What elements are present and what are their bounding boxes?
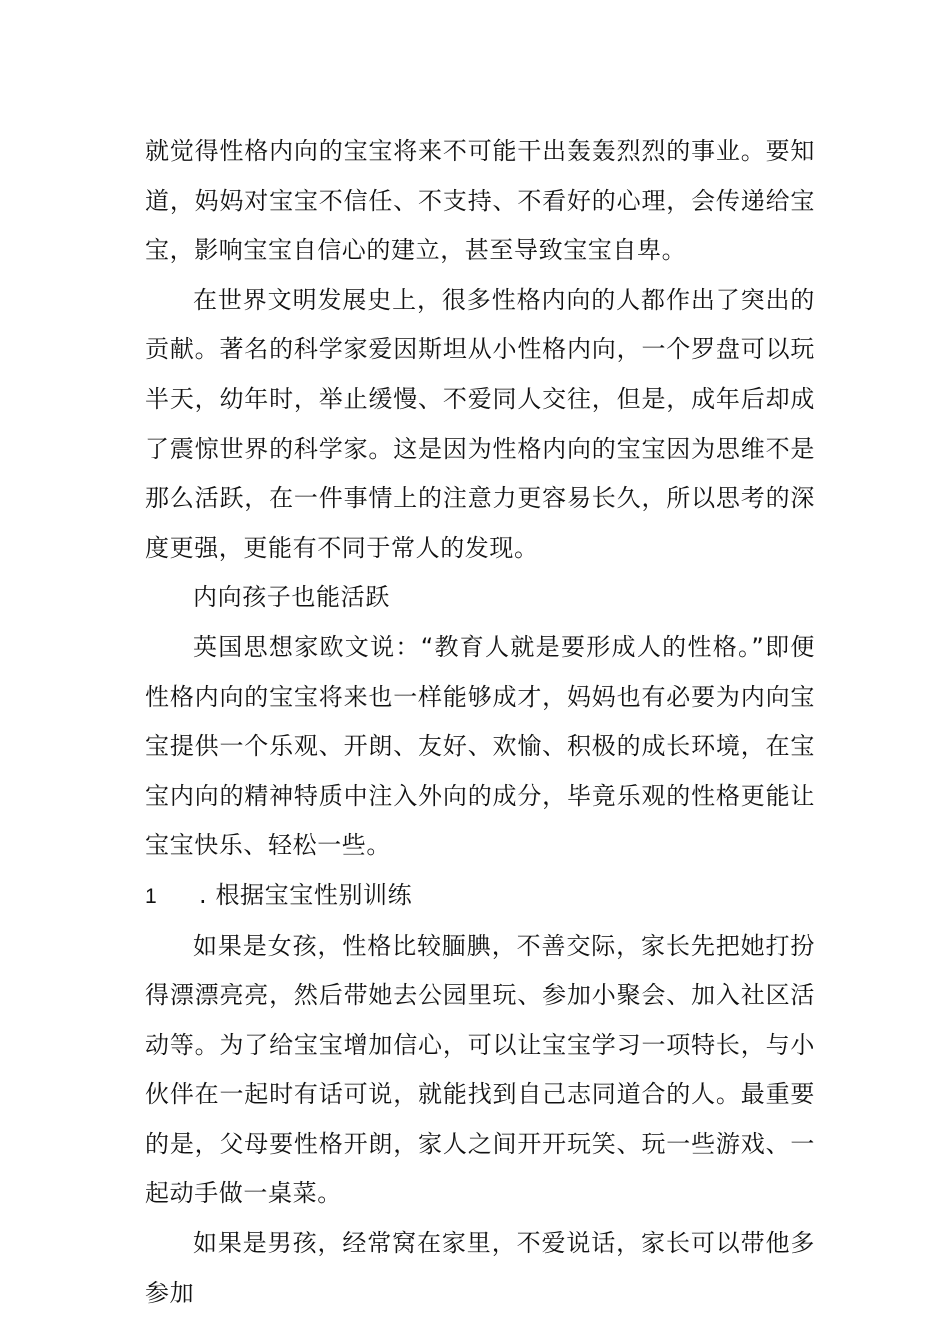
document-body: [145, 127, 815, 1318]
list-heading-text: . 根据宝宝性别训练: [199, 880, 413, 909]
paragraph-continuation: 就觉得性格内向的宝宝将来不可能干出轰轰烈烈的事业。要知道，妈妈对宝宝不信任、不支持、不看好的心理，会传递给宝宝，影响宝宝自信心的建立，甚至导致宝宝自卑。: [145, 137, 815, 265]
paragraph-owen-quote: 英国思想家欧文说：“教育人就是要形成人的性格。”即便性格内向的宝宝将来也一样能够成才，妈妈也有必要为内向宝宝提供一个乐观、开朗、友好、欢愉、积极的成长环境，在宝宝内向的精神特质中注入外向的成分，毕竟乐观的性格更能让宝宝快乐、轻松一些。: [145, 632, 815, 860]
paragraph-history: 在世界文明发展史上，很多性格内向的人都作出了突出的贡献。著名的科学家爱因斯坦从小性格内向，一个罗盘可以玩半天，幼年时，举止缓慢、不爱同人交往，但是，成年后却成了震惊世界的科学家。这是因为性格内向的宝宝因为思维不是那么活跃，在一件事情上的注意力更容易长久，所以思考的深度更强，更能有不同于常人的发现。: [145, 285, 815, 562]
paragraph-girls: 如果是女孩，性格比较腼腆，不善交际，家长先把她打扮得漂漂亮亮，然后带她去公园里玩、参加小聚会、加入社区活动等。为了给宝宝增加信心，可以让宝宝学习一项特长，与小伙伴在一起时有话可说，就能找到自己志同道合的人。最重要的是，父母要性格开朗，家人之间开开玩笑、玩一些游戏、一起动手做一桌菜。: [145, 931, 815, 1208]
list-number: 1: [145, 884, 158, 908]
paragraph-boys: 如果是男孩，经常窝在家里，不爱说话，家长可以带他多参加: [145, 1229, 815, 1307]
section-heading: 内向孩子也能活跃: [193, 583, 390, 612]
list-heading-gender-training: [145, 871, 815, 922]
